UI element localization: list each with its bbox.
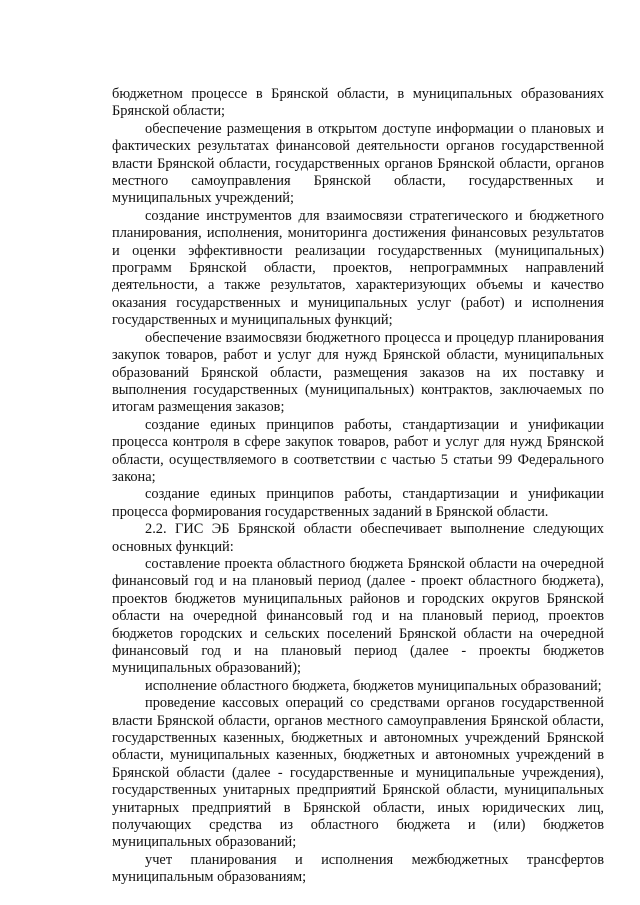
document-body: [112, 86, 604, 887]
paragraph-8: составление проекта областного бюджета Брянской области на очередной финансовый год и на плановый период (далее - проект областного бюджета), проектов бюджетов муниципальных районов и городских округов Брянской области на очередной финансовый год и на плановый период, проектов бюджетов городских и сельских поселений Брянской области на очередной финансовый год и на плановый период (далее - проекты бюджетов муниципальных образований);: [112, 555, 604, 677]
paragraph-11: учет планирования и исполнения межбюджетных трансфертов муниципальным образованиям;: [112, 851, 604, 886]
paragraph-9: исполнение областного бюджета, бюджетов муниципальных образований;: [145, 677, 602, 694]
paragraph-2: обеспечение размещения в открытом доступе информации о плановых и фактических результатах финансовой деятельности органов государственной власти Брянской области, государственных органов Брянской области, органов местного самоуправления Брянской области, государственных и муниципальных учреждений;: [112, 120, 604, 207]
paragraph-4: обеспечение взаимосвязи бюджетного процесса и процедур планирования закупок товаров, работ и услуг для нужд Брянской области, муниципальных образований Брянской области, размещения заказов на их поставку и выполнения государственных (муниципальных) контрактов, заключаемых по итогам размещения заказов;: [112, 329, 604, 416]
paragraph-3: создание инструментов для взаимосвязи стратегического и бюджетного планирования, исполнения, мониторинга достижения финансовых результатов и оценки эффективности реализации государственных (муниципальных) программ Брянской области, проектов, непрограммных направлений деятельности, а также результатов, характеризующих объемы и качество оказания государственных и муниципальных услуг (работ) и исполнения государственных и муниципальных функций;: [112, 207, 604, 329]
paragraph-6: создание единых принципов работы, стандартизации и унификации процесса формирования государственных заданий в Брянской области.: [112, 486, 604, 520]
paragraph-10: проведение кассовых операций со средствами органов государственной власти Брянской области, органов местного самоуправления Брянской области, государственных казенных, бюджетных и автономных учреждений Брянской области, муниципальных казенных, бюджетных и автономных учреждений в Брянской области (далее - государственные и муниципальные учреждения), государственных унитарных предприятий Брянской области, муниципальных унитарных предприятий в Брянской области, иных юридических лиц, получающих средства из областного бюджета и (или) бюджетов муниципальных образований;: [112, 695, 604, 851]
paragraph-7: 2.2. ГИС ЭБ Брянской области обеспечивает выполнение следующих основных функций:: [112, 521, 604, 555]
paragraph-5: создание единых принципов работы, стандартизации и унификации процесса контроля в сфере закупок товаров, работ и услуг для нужд Брянской области, осуществляемого в соответствии с частью 5 статьи 99 Федерального закона;: [112, 416, 604, 485]
paragraph-1: бюджетном процессе в Брянской области, в муниципальных образованиях Брянской области;: [112, 86, 604, 120]
